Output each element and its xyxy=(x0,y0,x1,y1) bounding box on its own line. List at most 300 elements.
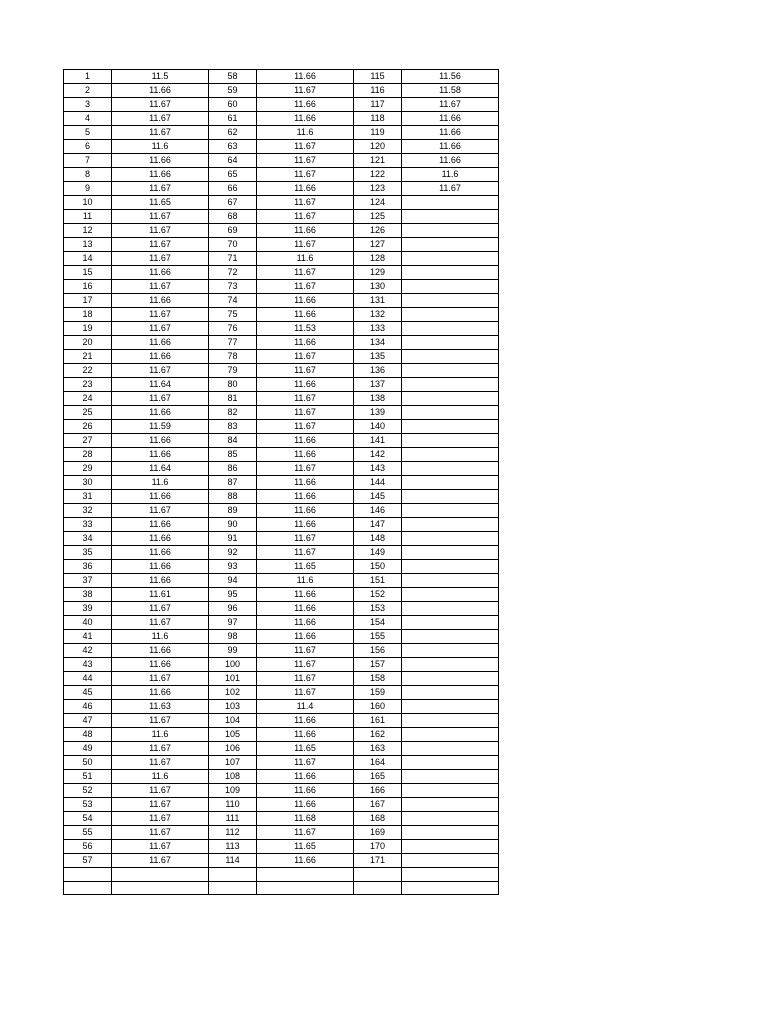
value-cell[interactable] xyxy=(402,252,499,266)
index-cell[interactable]: 145 xyxy=(354,490,402,504)
value-cell[interactable] xyxy=(402,532,499,546)
value-cell[interactable] xyxy=(402,630,499,644)
value-cell[interactable]: 11.66 xyxy=(257,714,354,728)
value-cell[interactable]: 11.67 xyxy=(257,826,354,840)
index-cell[interactable]: 78 xyxy=(209,350,257,364)
value-cell[interactable] xyxy=(402,210,499,224)
value-cell[interactable]: 11.67 xyxy=(112,854,209,868)
index-cell[interactable]: 4 xyxy=(64,112,112,126)
index-cell[interactable]: 19 xyxy=(64,322,112,336)
value-cell[interactable] xyxy=(402,672,499,686)
index-cell[interactable]: 25 xyxy=(64,406,112,420)
index-cell[interactable]: 127 xyxy=(354,238,402,252)
index-cell[interactable]: 79 xyxy=(209,364,257,378)
index-cell[interactable]: 159 xyxy=(354,686,402,700)
value-cell[interactable]: 11.67 xyxy=(112,784,209,798)
index-cell[interactable]: 57 xyxy=(64,854,112,868)
value-cell[interactable] xyxy=(402,560,499,574)
index-cell[interactable]: 69 xyxy=(209,224,257,238)
index-cell[interactable]: 125 xyxy=(354,210,402,224)
index-cell[interactable]: 10 xyxy=(64,196,112,210)
index-cell[interactable]: 141 xyxy=(354,434,402,448)
value-cell[interactable]: 11.6 xyxy=(112,630,209,644)
index-cell[interactable]: 123 xyxy=(354,182,402,196)
value-cell[interactable]: 11.67 xyxy=(257,532,354,546)
value-cell[interactable] xyxy=(402,518,499,532)
value-cell[interactable]: 11.66 xyxy=(257,630,354,644)
value-cell[interactable]: 11.67 xyxy=(257,140,354,154)
value-cell[interactable] xyxy=(402,308,499,322)
value-cell[interactable]: 11.66 xyxy=(112,518,209,532)
index-cell[interactable]: 7 xyxy=(64,154,112,168)
value-cell[interactable]: 11.58 xyxy=(402,84,499,98)
value-cell[interactable]: 11.66 xyxy=(112,546,209,560)
index-cell[interactable]: 13 xyxy=(64,238,112,252)
index-cell[interactable]: 135 xyxy=(354,350,402,364)
value-cell[interactable]: 11.66 xyxy=(112,336,209,350)
index-cell[interactable]: 104 xyxy=(209,714,257,728)
index-cell[interactable]: 31 xyxy=(64,490,112,504)
value-cell[interactable]: 11.66 xyxy=(257,70,354,84)
index-cell[interactable]: 157 xyxy=(354,658,402,672)
value-cell[interactable] xyxy=(402,364,499,378)
index-cell[interactable]: 162 xyxy=(354,728,402,742)
index-cell[interactable]: 55 xyxy=(64,826,112,840)
index-cell[interactable] xyxy=(209,881,257,895)
value-cell[interactable]: 11.66 xyxy=(112,84,209,98)
value-cell[interactable] xyxy=(402,350,499,364)
index-cell[interactable]: 160 xyxy=(354,700,402,714)
index-cell[interactable]: 119 xyxy=(354,126,402,140)
value-cell[interactable] xyxy=(402,392,499,406)
value-cell[interactable]: 11.66 xyxy=(257,336,354,350)
value-cell[interactable]: 11.6 xyxy=(257,126,354,140)
value-cell[interactable]: 11.66 xyxy=(112,686,209,700)
value-cell[interactable] xyxy=(402,322,499,336)
index-cell[interactable]: 62 xyxy=(209,126,257,140)
value-cell[interactable] xyxy=(402,658,499,672)
index-cell[interactable]: 11 xyxy=(64,210,112,224)
value-cell[interactable]: 11.67 xyxy=(257,406,354,420)
value-cell[interactable]: 11.61 xyxy=(112,588,209,602)
value-cell[interactable]: 11.67 xyxy=(257,658,354,672)
index-cell[interactable]: 89 xyxy=(209,504,257,518)
index-cell[interactable]: 171 xyxy=(354,854,402,868)
value-cell[interactable]: 11.67 xyxy=(112,392,209,406)
index-cell[interactable]: 3 xyxy=(64,98,112,112)
value-cell[interactable] xyxy=(402,434,499,448)
index-cell[interactable]: 113 xyxy=(209,840,257,854)
index-cell[interactable]: 116 xyxy=(354,84,402,98)
value-cell[interactable] xyxy=(402,378,499,392)
index-cell[interactable]: 100 xyxy=(209,658,257,672)
index-cell[interactable]: 61 xyxy=(209,112,257,126)
value-cell[interactable]: 11.66 xyxy=(402,126,499,140)
index-cell[interactable]: 156 xyxy=(354,644,402,658)
index-cell[interactable]: 71 xyxy=(209,252,257,266)
index-cell[interactable]: 80 xyxy=(209,378,257,392)
index-cell[interactable] xyxy=(64,868,112,882)
value-cell[interactable] xyxy=(402,294,499,308)
value-cell[interactable] xyxy=(402,840,499,854)
value-cell[interactable] xyxy=(402,798,499,812)
value-cell[interactable]: 11.65 xyxy=(257,742,354,756)
value-cell[interactable]: 11.56 xyxy=(402,70,499,84)
index-cell[interactable]: 161 xyxy=(354,714,402,728)
index-cell[interactable]: 52 xyxy=(64,784,112,798)
value-cell[interactable]: 11.64 xyxy=(112,378,209,392)
index-cell[interactable]: 163 xyxy=(354,742,402,756)
index-cell[interactable]: 1 xyxy=(64,70,112,84)
value-cell[interactable]: 11.66 xyxy=(257,588,354,602)
index-cell[interactable]: 147 xyxy=(354,518,402,532)
value-cell[interactable]: 11.66 xyxy=(112,168,209,182)
value-cell[interactable]: 11.66 xyxy=(257,98,354,112)
value-cell[interactable]: 11.66 xyxy=(257,308,354,322)
index-cell[interactable]: 131 xyxy=(354,294,402,308)
index-cell[interactable]: 102 xyxy=(209,686,257,700)
value-cell[interactable]: 11.66 xyxy=(257,476,354,490)
index-cell[interactable]: 32 xyxy=(64,504,112,518)
index-cell[interactable]: 66 xyxy=(209,182,257,196)
index-cell[interactable]: 150 xyxy=(354,560,402,574)
index-cell[interactable]: 5 xyxy=(64,126,112,140)
index-cell[interactable]: 35 xyxy=(64,546,112,560)
value-cell[interactable]: 11.66 xyxy=(257,490,354,504)
value-cell[interactable]: 11.66 xyxy=(257,728,354,742)
index-cell[interactable]: 126 xyxy=(354,224,402,238)
value-cell[interactable] xyxy=(402,336,499,350)
index-cell[interactable]: 24 xyxy=(64,392,112,406)
value-cell[interactable] xyxy=(402,756,499,770)
value-cell[interactable]: 11.67 xyxy=(402,182,499,196)
index-cell[interactable]: 128 xyxy=(354,252,402,266)
value-cell[interactable] xyxy=(112,868,209,882)
index-cell[interactable]: 153 xyxy=(354,602,402,616)
value-cell[interactable]: 11.66 xyxy=(257,798,354,812)
index-cell[interactable]: 67 xyxy=(209,196,257,210)
index-cell[interactable]: 130 xyxy=(354,280,402,294)
index-cell[interactable]: 44 xyxy=(64,672,112,686)
index-cell[interactable]: 58 xyxy=(209,70,257,84)
value-cell[interactable]: 11.66 xyxy=(257,448,354,462)
value-cell[interactable]: 11.66 xyxy=(112,266,209,280)
value-cell[interactable]: 11.67 xyxy=(112,616,209,630)
index-cell[interactable]: 27 xyxy=(64,434,112,448)
index-cell[interactable]: 38 xyxy=(64,588,112,602)
value-cell[interactable] xyxy=(112,881,209,895)
index-cell[interactable]: 56 xyxy=(64,840,112,854)
value-cell[interactable] xyxy=(402,420,499,434)
index-cell[interactable]: 9 xyxy=(64,182,112,196)
value-cell[interactable]: 11.66 xyxy=(257,294,354,308)
index-cell[interactable]: 164 xyxy=(354,756,402,770)
value-cell[interactable] xyxy=(402,462,499,476)
value-cell[interactable] xyxy=(402,770,499,784)
index-cell[interactable]: 109 xyxy=(209,784,257,798)
value-cell[interactable]: 11.4 xyxy=(257,700,354,714)
index-cell[interactable]: 151 xyxy=(354,574,402,588)
index-cell[interactable]: 68 xyxy=(209,210,257,224)
value-cell[interactable] xyxy=(402,728,499,742)
value-cell[interactable]: 11.67 xyxy=(257,756,354,770)
index-cell[interactable]: 60 xyxy=(209,98,257,112)
value-cell[interactable]: 11.67 xyxy=(257,420,354,434)
index-cell[interactable]: 26 xyxy=(64,420,112,434)
index-cell[interactable]: 72 xyxy=(209,266,257,280)
value-cell[interactable]: 11.67 xyxy=(112,126,209,140)
index-cell[interactable]: 112 xyxy=(209,826,257,840)
index-cell[interactable]: 65 xyxy=(209,168,257,182)
index-cell[interactable]: 95 xyxy=(209,588,257,602)
index-cell[interactable] xyxy=(209,868,257,882)
index-cell[interactable]: 54 xyxy=(64,812,112,826)
index-cell[interactable]: 75 xyxy=(209,308,257,322)
value-cell[interactable]: 11.66 xyxy=(112,350,209,364)
index-cell[interactable]: 118 xyxy=(354,112,402,126)
value-cell[interactable]: 11.66 xyxy=(112,490,209,504)
value-cell[interactable]: 11.66 xyxy=(257,616,354,630)
value-cell[interactable]: 11.66 xyxy=(257,504,354,518)
value-cell[interactable]: 11.67 xyxy=(257,462,354,476)
index-cell[interactable]: 121 xyxy=(354,154,402,168)
index-cell[interactable]: 133 xyxy=(354,322,402,336)
value-cell[interactable]: 11.67 xyxy=(402,98,499,112)
value-cell[interactable]: 11.66 xyxy=(257,224,354,238)
value-cell[interactable]: 11.67 xyxy=(257,84,354,98)
index-cell[interactable]: 124 xyxy=(354,196,402,210)
index-cell[interactable]: 158 xyxy=(354,672,402,686)
value-cell[interactable]: 11.66 xyxy=(402,112,499,126)
value-cell[interactable]: 11.67 xyxy=(257,196,354,210)
index-cell[interactable]: 82 xyxy=(209,406,257,420)
value-cell[interactable]: 11.67 xyxy=(112,840,209,854)
value-cell[interactable]: 11.68 xyxy=(257,812,354,826)
index-cell[interactable]: 59 xyxy=(209,84,257,98)
index-cell[interactable]: 96 xyxy=(209,602,257,616)
value-cell[interactable]: 11.67 xyxy=(257,364,354,378)
index-cell[interactable]: 98 xyxy=(209,630,257,644)
value-cell[interactable]: 11.6 xyxy=(257,574,354,588)
value-cell[interactable] xyxy=(402,546,499,560)
value-cell[interactable]: 11.66 xyxy=(402,140,499,154)
index-cell[interactable]: 90 xyxy=(209,518,257,532)
value-cell[interactable]: 11.66 xyxy=(112,644,209,658)
index-cell[interactable]: 8 xyxy=(64,168,112,182)
value-cell[interactable] xyxy=(257,868,354,882)
value-cell[interactable]: 11.67 xyxy=(112,322,209,336)
index-cell[interactable]: 34 xyxy=(64,532,112,546)
value-cell[interactable]: 11.67 xyxy=(257,280,354,294)
value-cell[interactable] xyxy=(402,686,499,700)
value-cell[interactable]: 11.67 xyxy=(112,602,209,616)
index-cell[interactable]: 18 xyxy=(64,308,112,322)
value-cell[interactable]: 11.6 xyxy=(112,728,209,742)
index-cell[interactable]: 92 xyxy=(209,546,257,560)
index-cell[interactable]: 20 xyxy=(64,336,112,350)
value-cell[interactable]: 11.67 xyxy=(257,686,354,700)
index-cell[interactable]: 17 xyxy=(64,294,112,308)
value-cell[interactable] xyxy=(402,868,499,882)
index-cell[interactable]: 122 xyxy=(354,168,402,182)
value-cell[interactable]: 11.67 xyxy=(112,742,209,756)
index-cell[interactable]: 114 xyxy=(209,854,257,868)
value-cell[interactable]: 11.67 xyxy=(112,280,209,294)
value-cell[interactable]: 11.64 xyxy=(112,462,209,476)
value-cell[interactable] xyxy=(402,881,499,895)
index-cell[interactable]: 120 xyxy=(354,140,402,154)
index-cell[interactable]: 99 xyxy=(209,644,257,658)
value-cell[interactable]: 11.6 xyxy=(257,252,354,266)
value-cell[interactable]: 11.66 xyxy=(257,182,354,196)
index-cell[interactable]: 23 xyxy=(64,378,112,392)
index-cell[interactable]: 6 xyxy=(64,140,112,154)
value-cell[interactable] xyxy=(402,238,499,252)
index-cell[interactable]: 142 xyxy=(354,448,402,462)
value-cell[interactable] xyxy=(402,574,499,588)
index-cell[interactable]: 169 xyxy=(354,826,402,840)
index-cell[interactable]: 134 xyxy=(354,336,402,350)
value-cell[interactable]: 11.66 xyxy=(257,112,354,126)
index-cell[interactable]: 83 xyxy=(209,420,257,434)
value-cell[interactable]: 11.66 xyxy=(112,560,209,574)
value-cell[interactable]: 11.66 xyxy=(112,406,209,420)
value-cell[interactable]: 11.67 xyxy=(112,672,209,686)
value-cell[interactable]: 11.67 xyxy=(257,546,354,560)
value-cell[interactable]: 11.67 xyxy=(257,154,354,168)
index-cell[interactable]: 46 xyxy=(64,700,112,714)
index-cell[interactable]: 129 xyxy=(354,266,402,280)
index-cell[interactable]: 106 xyxy=(209,742,257,756)
index-cell[interactable]: 93 xyxy=(209,560,257,574)
value-cell[interactable]: 11.67 xyxy=(112,756,209,770)
value-cell[interactable]: 11.66 xyxy=(257,602,354,616)
value-cell[interactable]: 11.66 xyxy=(257,854,354,868)
value-cell[interactable]: 11.67 xyxy=(112,504,209,518)
index-cell[interactable]: 37 xyxy=(64,574,112,588)
value-cell[interactable]: 11.67 xyxy=(112,364,209,378)
value-cell[interactable]: 11.67 xyxy=(257,392,354,406)
index-cell[interactable]: 22 xyxy=(64,364,112,378)
index-cell[interactable]: 36 xyxy=(64,560,112,574)
value-cell[interactable]: 11.66 xyxy=(112,532,209,546)
index-cell[interactable]: 87 xyxy=(209,476,257,490)
index-cell[interactable]: 29 xyxy=(64,462,112,476)
value-cell[interactable]: 11.66 xyxy=(402,154,499,168)
value-cell[interactable]: 11.67 xyxy=(112,112,209,126)
index-cell[interactable]: 77 xyxy=(209,336,257,350)
index-cell[interactable]: 53 xyxy=(64,798,112,812)
value-cell[interactable] xyxy=(402,854,499,868)
value-cell[interactable]: 11.67 xyxy=(112,182,209,196)
value-cell[interactable] xyxy=(402,490,499,504)
index-cell[interactable]: 16 xyxy=(64,280,112,294)
index-cell[interactable]: 21 xyxy=(64,350,112,364)
index-cell[interactable]: 49 xyxy=(64,742,112,756)
value-cell[interactable] xyxy=(402,742,499,756)
index-cell[interactable]: 132 xyxy=(354,308,402,322)
value-cell[interactable]: 11.67 xyxy=(257,168,354,182)
index-cell[interactable]: 45 xyxy=(64,686,112,700)
value-cell[interactable]: 11.66 xyxy=(257,784,354,798)
value-cell[interactable]: 11.6 xyxy=(112,476,209,490)
index-cell[interactable] xyxy=(354,868,402,882)
index-cell[interactable]: 115 xyxy=(354,70,402,84)
index-cell[interactable]: 33 xyxy=(64,518,112,532)
index-cell[interactable]: 48 xyxy=(64,728,112,742)
index-cell[interactable]: 50 xyxy=(64,756,112,770)
value-cell[interactable]: 11.67 xyxy=(257,644,354,658)
index-cell[interactable]: 2 xyxy=(64,84,112,98)
index-cell[interactable]: 103 xyxy=(209,700,257,714)
index-cell[interactable]: 28 xyxy=(64,448,112,462)
value-cell[interactable]: 11.67 xyxy=(112,812,209,826)
value-cell[interactable] xyxy=(257,881,354,895)
index-cell[interactable]: 12 xyxy=(64,224,112,238)
value-cell[interactable]: 11.66 xyxy=(112,434,209,448)
value-cell[interactable]: 11.65 xyxy=(257,560,354,574)
value-cell[interactable]: 11.66 xyxy=(112,658,209,672)
value-cell[interactable] xyxy=(402,504,499,518)
index-cell[interactable]: 84 xyxy=(209,434,257,448)
value-cell[interactable] xyxy=(402,196,499,210)
value-cell[interactable]: 11.67 xyxy=(112,252,209,266)
index-cell[interactable]: 47 xyxy=(64,714,112,728)
index-cell[interactable]: 63 xyxy=(209,140,257,154)
value-cell[interactable] xyxy=(402,644,499,658)
value-cell[interactable] xyxy=(402,784,499,798)
index-cell[interactable]: 111 xyxy=(209,812,257,826)
index-cell[interactable]: 143 xyxy=(354,462,402,476)
value-cell[interactable]: 11.53 xyxy=(257,322,354,336)
index-cell[interactable]: 94 xyxy=(209,574,257,588)
value-cell[interactable]: 11.67 xyxy=(112,210,209,224)
value-cell[interactable]: 11.67 xyxy=(257,238,354,252)
value-cell[interactable]: 11.66 xyxy=(257,518,354,532)
index-cell[interactable]: 139 xyxy=(354,406,402,420)
value-cell[interactable]: 11.66 xyxy=(257,434,354,448)
index-cell[interactable]: 136 xyxy=(354,364,402,378)
index-cell[interactable]: 149 xyxy=(354,546,402,560)
value-cell[interactable] xyxy=(402,826,499,840)
index-cell[interactable]: 76 xyxy=(209,322,257,336)
index-cell[interactable]: 144 xyxy=(354,476,402,490)
index-cell[interactable]: 97 xyxy=(209,616,257,630)
index-cell[interactable]: 15 xyxy=(64,266,112,280)
value-cell[interactable] xyxy=(402,616,499,630)
index-cell[interactable]: 14 xyxy=(64,252,112,266)
index-cell[interactable]: 117 xyxy=(354,98,402,112)
index-cell[interactable]: 30 xyxy=(64,476,112,490)
index-cell[interactable]: 91 xyxy=(209,532,257,546)
value-cell[interactable]: 11.66 xyxy=(257,770,354,784)
value-cell[interactable]: 11.67 xyxy=(112,98,209,112)
value-cell[interactable] xyxy=(402,476,499,490)
value-cell[interactable] xyxy=(402,224,499,238)
index-cell[interactable] xyxy=(64,881,112,895)
value-cell[interactable]: 11.67 xyxy=(112,308,209,322)
value-cell[interactable]: 11.67 xyxy=(112,714,209,728)
index-cell[interactable]: 138 xyxy=(354,392,402,406)
index-cell[interactable]: 105 xyxy=(209,728,257,742)
index-cell[interactable]: 167 xyxy=(354,798,402,812)
index-cell[interactable]: 140 xyxy=(354,420,402,434)
index-cell[interactable]: 88 xyxy=(209,490,257,504)
value-cell[interactable] xyxy=(402,602,499,616)
index-cell[interactable]: 165 xyxy=(354,770,402,784)
index-cell[interactable]: 170 xyxy=(354,840,402,854)
index-cell[interactable]: 41 xyxy=(64,630,112,644)
